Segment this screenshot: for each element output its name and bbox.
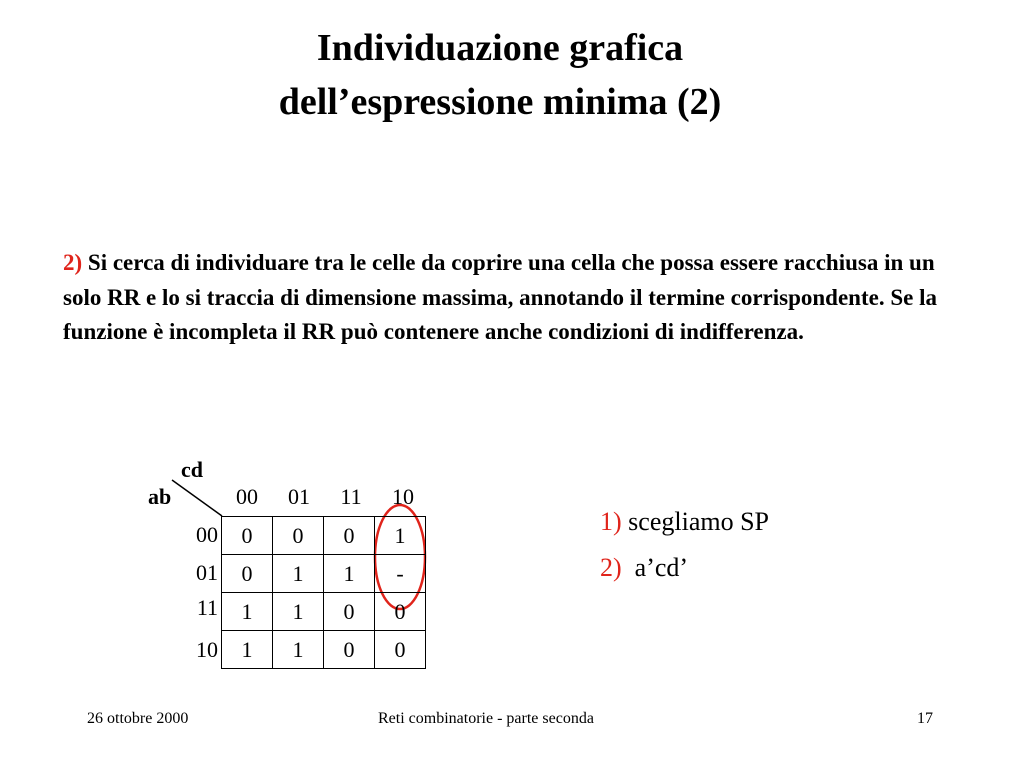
kmap-cell: 1 [324, 555, 375, 593]
kmap-column-variable: cd [181, 457, 203, 482]
kmap-corner-diagonal [172, 480, 222, 516]
footer-course: Reti combinatorie - parte seconda [378, 710, 594, 727]
kmap-cell: 1 [273, 593, 324, 631]
kmap-row-header: 00 [196, 522, 218, 547]
kmap-cell: 0 [222, 555, 273, 593]
kmap-row-header: 10 [196, 637, 218, 662]
kmap-cell: 0 [375, 631, 426, 669]
kmap-cell: - [375, 555, 426, 593]
kmap-cell: 0 [324, 631, 375, 669]
kmap-cell: 1 [273, 631, 324, 669]
slide-title-line-2: dell’espressione minima (2) [278, 81, 722, 123]
slide-title-line-1: Individuazione grafica [316, 27, 684, 69]
kmap-cell: 1 [222, 631, 273, 669]
kmap-col-header: 10 [392, 484, 414, 509]
kmap-cell: 0 [324, 593, 375, 631]
kmap-col-header: 00 [236, 484, 258, 509]
step-item [600, 553, 688, 583]
kmap-col-header: 01 [288, 484, 310, 509]
kmap-cell: 0 [273, 517, 324, 555]
footer-page-number: 17 [917, 710, 933, 727]
kmap-cell: 0 [324, 517, 375, 555]
kmap-row-header: 01 [196, 560, 218, 585]
kmap-row [222, 555, 426, 593]
step-text: scegliamo SP [628, 507, 770, 536]
footer-date: 26 ottobre 2000 [87, 710, 189, 727]
kmap-row-variable: ab [148, 484, 172, 509]
kmap-cell: 1 [375, 517, 426, 555]
kmap-cell: 0 [222, 517, 273, 555]
paragraph-number: 2) [63, 250, 83, 275]
kmap-cell: 1 [273, 555, 324, 593]
step-number: 1) [600, 507, 622, 536]
kmap-row [222, 517, 426, 555]
kmap-row-header: 11 [196, 595, 218, 620]
step-text: a’cd’ [634, 553, 689, 582]
kmap-row [222, 593, 426, 631]
kmap-row [222, 631, 426, 669]
kmap-cell: 0 [375, 593, 426, 631]
paragraph-text: Si cerca di individuare tra le celle da coprire una cella che possa essere racchiusa in un solo RR e lo si traccia di dimensione massima, annotando il termine corrispondente. Se la funzione è incompleta il RR può contenere anche condizioni di indifferenza. [63, 250, 937, 344]
step-number: 2) [600, 553, 622, 582]
step-item [600, 507, 769, 537]
karnaugh-map [221, 516, 426, 669]
kmap-cell: 1 [222, 593, 273, 631]
kmap-col-header: 11 [340, 484, 362, 509]
